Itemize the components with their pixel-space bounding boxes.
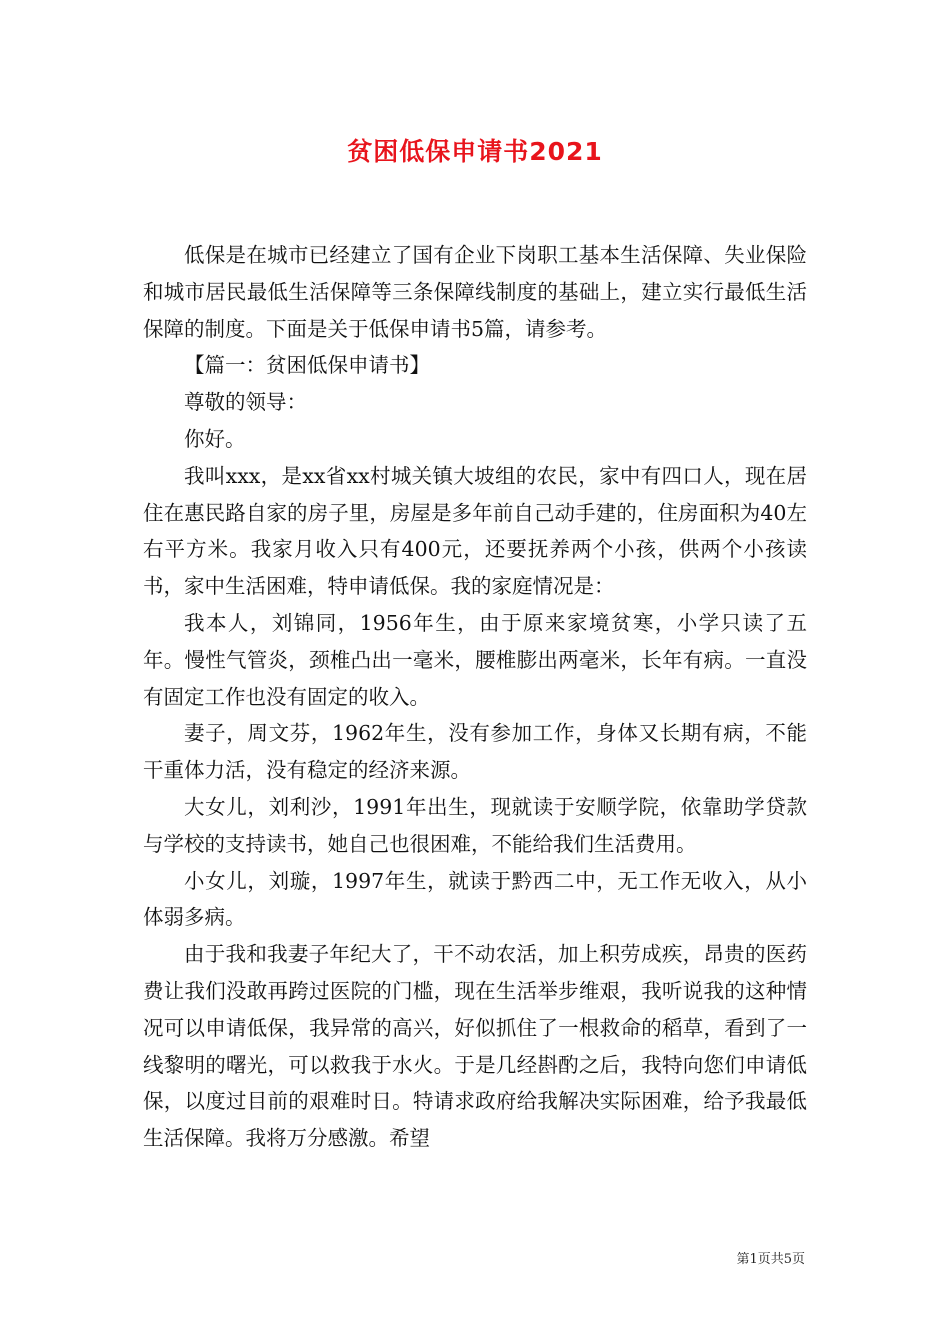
document-body [143,237,807,1157]
document-title: 贫困低保申请书2021 [347,137,603,166]
paragraph-elder-daughter: 大女儿，刘利沙，1991年出生，现就读于安顺学院，依靠助学贷款与学校的支持读书，她自己也很困难，不能给我们生活费用。 [143,794,807,856]
paragraph-intro: 低保是在城市已经建立了国有企业下岗职工基本生活保障、失业保险和城市居民最低生活保障等三条保障线制度的基础上，建立实行最低生活保障的制度。下面是关于低保申请书5篇，请参考。 [143,243,807,341]
paragraph-salutation: 尊敬的领导： [184,390,307,415]
paragraph-wife: 妻子，周文芬，1962年生，没有参加工作，身体又长期有病，不能干重体力活，没有稳定的经济来源。 [143,721,807,783]
paragraph-family-intro: 我叫xxx，是xx省xx村城关镇大坡组的农民，家中有四口人，现在居住在惠民路自家的房子里，房屋是多年前自己动手建的，住房面积为40左右平方米。我家月收入只有400元，还要抚养两个小孩，供两个小孩读书，家中生活困难，特申请低保。我的家庭情况是： [143,463,807,599]
paragraph-self: 我本人，刘锦同，1956年生，由于原来家境贫寒，小学只读了五年。慢性气管炎，颈椎凸出一毫米，腰椎膨出两毫米，长年有病。一直没有固定工作也没有固定的收入。 [143,610,807,709]
paragraph-younger-daughter: 小女儿，刘璇，1997年生，就读于黔西二中，无工作无收入，从小体弱多病。 [143,868,807,930]
paragraph-greeting: 你好。 [184,426,246,451]
paragraph-request: 由于我和我妻子年纪大了，干不动农活，加上积劳成疾，昂贵的医药费让我们没敢再跨过医院的门槛，现在生活举步维艰，我听说我的这种情况可以申请低保，我异常的高兴，好似抓住了一根救命的稻草，看到了一线黎明的曙光，可以救我于水火。于是几经斟酌之后，我特向您们申请低保，以度过目前的艰难时日。特请求政府给我解决实际困难，给予我最低生活保障。我将万分感激。希望 [143,942,807,1151]
paragraph-section-heading: 【篇一：贫困低保申请书】 [184,353,430,378]
page-footer: 第1页共5页 [736,1252,805,1267]
